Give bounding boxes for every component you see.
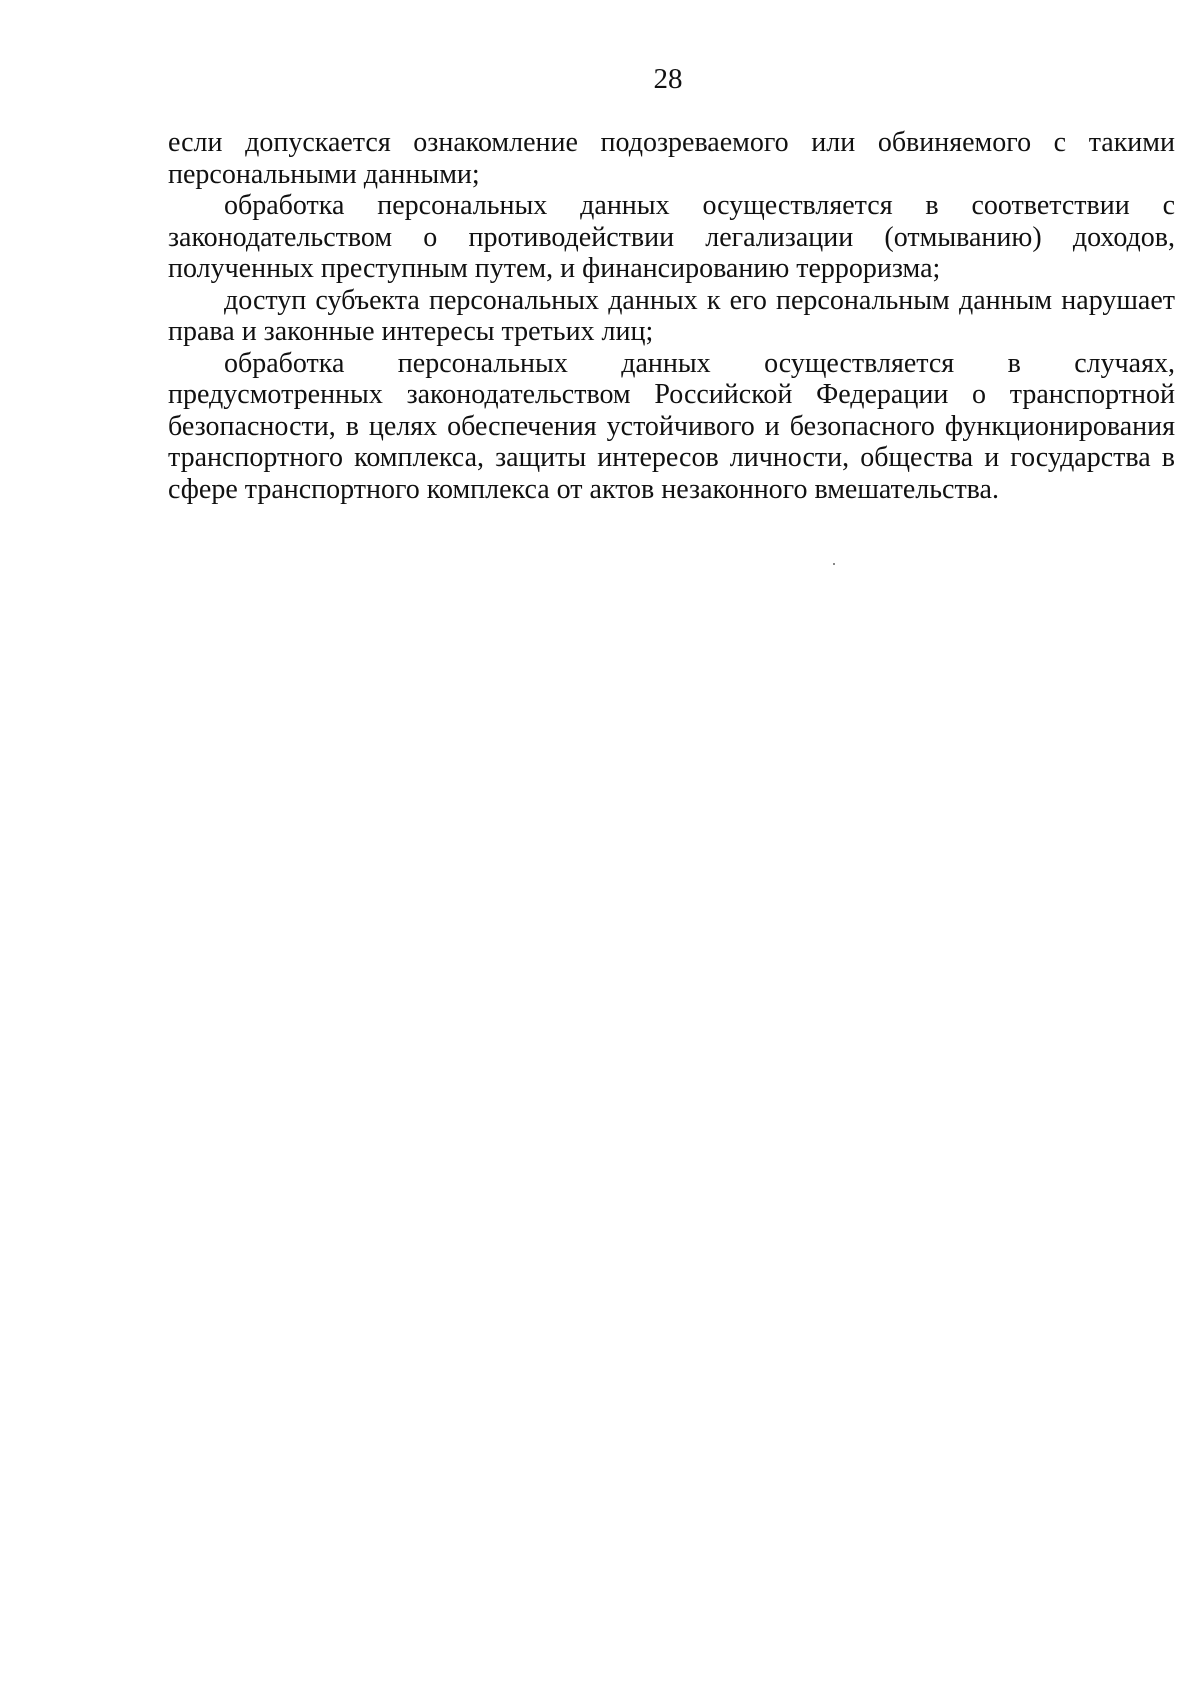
text-line: предусмотренных законодательством Российской Федерации о транспортной (168, 379, 1175, 410)
text-line: права и законные интересы третьих лиц; (168, 316, 654, 347)
text-line: доступ субъекта персональных данных к его персональным данным нарушает (224, 284, 1175, 316)
document-body (168, 127, 1175, 505)
text-line: сфере транспортного комплекса от актов незаконного вмешательства. (168, 473, 999, 505)
scan-speck (833, 563, 835, 565)
paragraph-third-party-rights (168, 285, 1175, 348)
text-line: законодательством о противодействии легализации (отмыванию) доходов, (168, 221, 1175, 253)
text-line: безопасности, в целях обеспечения устойчивого и безопасного функционирования (168, 410, 1175, 442)
text-line: обработка персональных данных осуществляется в соответствии с (224, 190, 1175, 221)
text-line: транспортного комплекса, защиты интересов личности, общества и государства в (168, 442, 1175, 473)
text-line: обработка персональных данных осуществляется в случаях, (224, 347, 1175, 379)
text-line: полученных преступным путем, и финансированию терроризма; (168, 253, 941, 284)
paragraph-transport-security (168, 348, 1175, 506)
paragraph-money-laundering (168, 190, 1175, 285)
paragraph-access-suspect (168, 127, 1175, 190)
text-line: если допускается ознакомление подозреваемого или обвиняемого с такими (168, 127, 1175, 158)
page-number: 28 (653, 63, 683, 95)
text-line: персональными данными; (168, 158, 480, 190)
